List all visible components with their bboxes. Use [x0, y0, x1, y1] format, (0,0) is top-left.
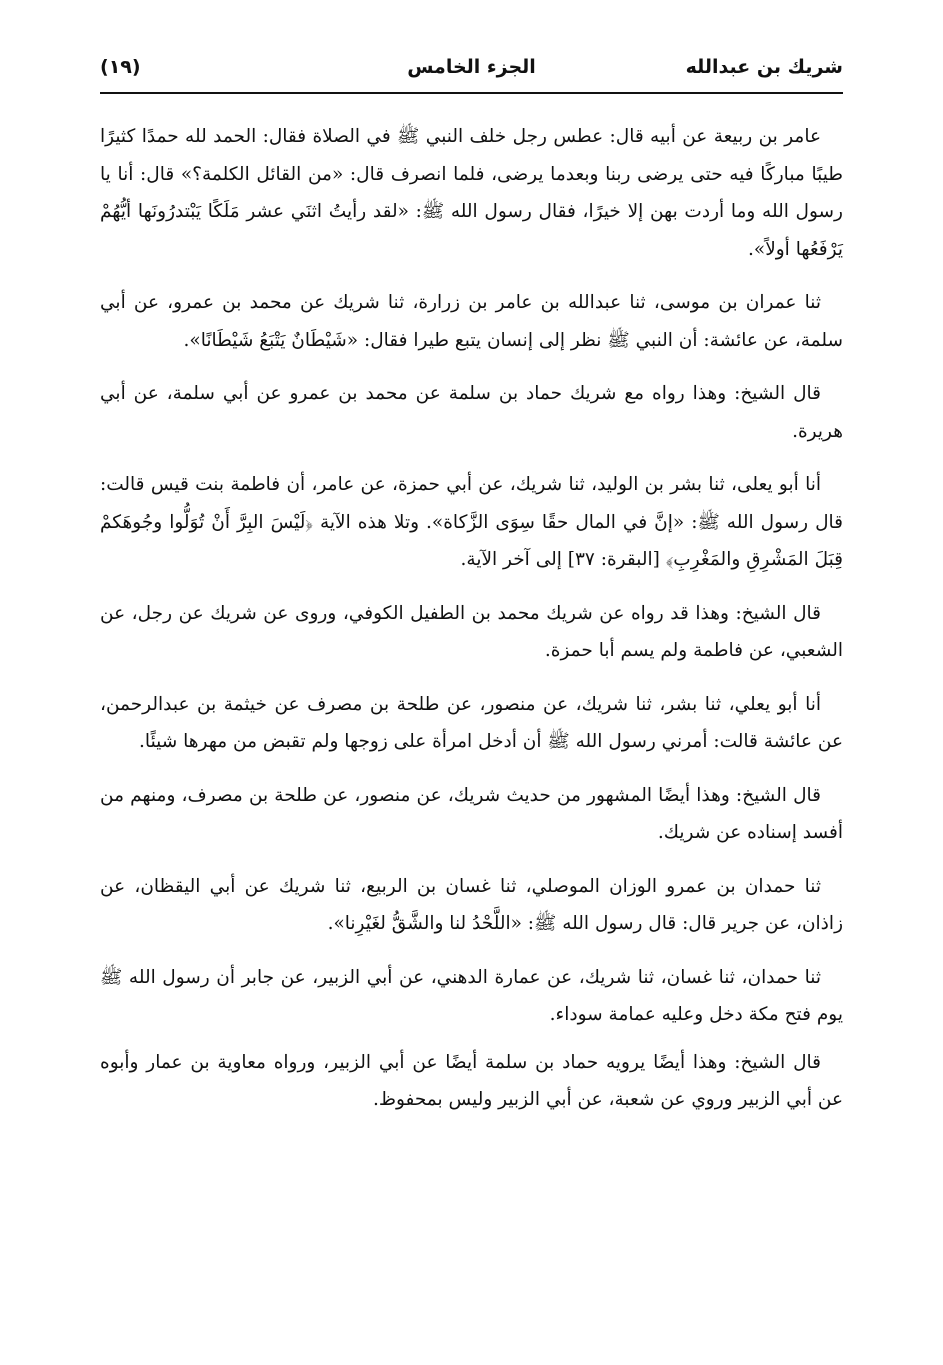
- page-number: (١٩): [100, 56, 141, 78]
- paragraph-4: أنا أبو يعلى، ثنا بشر بن الوليد، ثنا شريك، عن أبي حمزة، عن عامر، أن فاطمة بنت قيس قالت: قال رسول الله ﷺ: «إنَّ في المال حقًا سِوَى الزَّكاة». وتلا هذه الآية ﴿لَيْسَ البِرَّ أَنْ تُوَلُّوا وجُوهَكمْ قِبَلَ المَشْرِقِ والمَغْرِبِ﴾ [البقرة: ٣٧] إلى آخر الآية.: [100, 474, 843, 570]
- page-body: [100, 118, 843, 1129]
- page-header: [100, 40, 843, 92]
- header-rule: [100, 92, 843, 94]
- paragraph-5: قال الشيخ: وهذا قد رواه عن شريك محمد بن الطفيل الكوفي، وروى عن شريك عن رجل، عن الشعبي، عن فاطمة ولم يسم أبا حمزة.: [100, 602, 843, 661]
- paragraph-8: ثنا حمدان بن عمرو الوزان الموصلي، ثنا غسان بن الربيع، ثنا شريك عن أبي اليقظان، عن زاذان، عن جرير قال: قال رسول الله ﷺ: «اللَّحْدُ لنا والشَّقُّ لغَيْرِنا».: [100, 875, 843, 934]
- paragraph-6: أنا أبو يعلي، ثنا بشر، ثنا شريك، عن منصور، عن طلحة بن مصرف عن خيثمة بن عبدالرحمن، عن عائشة قالت: أمرني رسول الله ﷺ أن أدخل امرأة على زوجها ولم تقبض من مهرها شيئًا.: [100, 693, 843, 752]
- paragraph-1: عامر بن ربيعة عن أبيه قال: عطس رجل خلف النبي ﷺ في الصلاة فقال: الحمد لله حمدًا كثيرًا طيبًا مباركًا فيه حتى يرضى ربنا وبعدما يرضى، فلما انصرف قال: «من القائل الكلمة؟» قال: أنا يا رسول الله وما أردت بهن إلا خيرًا، فقال رسول الله ﷺ: «لقد رأيتُ اثنَي عشر مَلَكًا يَبْتدرُونَها أيُّهُمْ يَرْفَعُها أولاً».: [100, 126, 843, 260]
- paragraph-2: ثنا عمران بن موسى، ثنا عبدالله بن عامر بن زرارة، ثنا شريك عن محمد بن عمرو، عن أبي سلمة، عن عائشة: أن النبي ﷺ نظر إلى إنسان يتبع طيرا فقال: «شَيْطَانٌ يَتْبَعُ شَيْطَانًا».: [100, 292, 843, 351]
- paragraph-7: قال الشيخ: وهذا أيضًا المشهور من حديث شريك، عن منصور، عن طلحة بن مصرف، ومنهم من أفسد إسناده عن شريك.: [100, 784, 843, 843]
- paragraph-10: قال الشيخ: وهذا أيضًا يرويه حماد بن سلمة أيضًا عن أبي الزبير، ورواه معاوية بن عمار وأبوه عن أبي الزبير وروي عن شعبة، عن أبي الزبير وليس بمحفوظ.: [100, 1051, 843, 1110]
- paragraph-3: قال الشيخ: وهذا رواه مع شريك حماد بن سلمة عن محمد بن عمرو عن أبي سلمة، عن أبي هريرة.: [100, 383, 843, 442]
- paragraph-9: ثنا حمدان، ثنا غسان، ثنا شريك، عن عمارة الدهني، عن أبي الزبير، عن جابر أن رسول الله ﷺ يوم فتح مكة دخل وعليه عمامة سوداء.: [100, 966, 843, 1025]
- running-header-book-title: شريك بن عبدالله: [685, 56, 843, 78]
- running-header-part-title: الجزء الخامس: [407, 56, 536, 78]
